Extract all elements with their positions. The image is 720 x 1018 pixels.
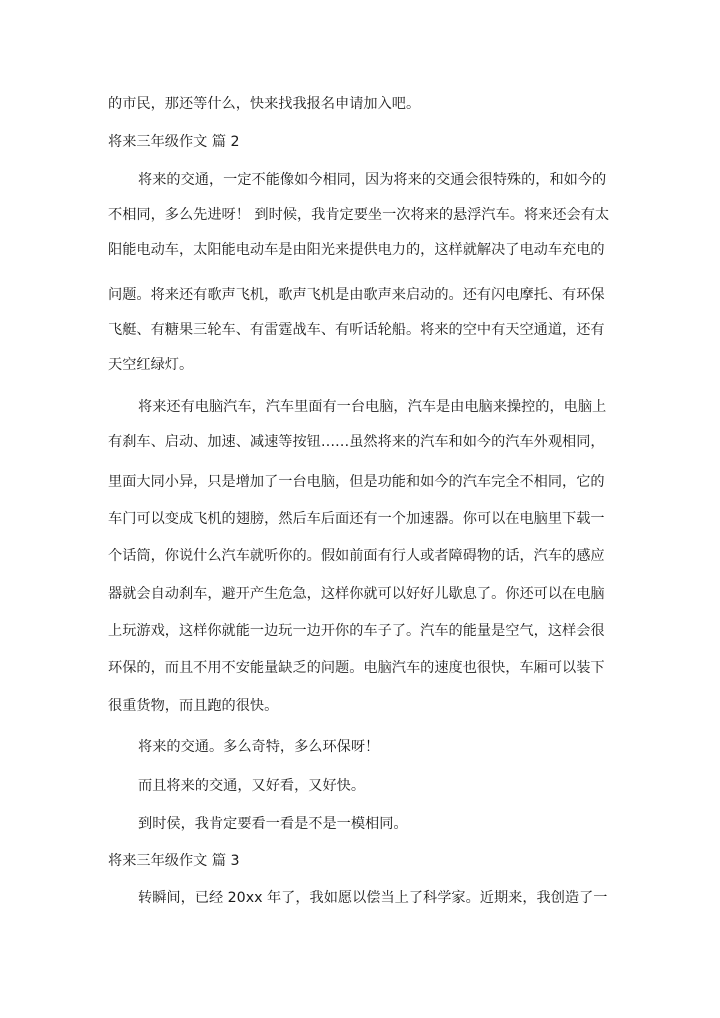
- paragraph-line: 转瞬间，已经 20xx 年了，我如愿以偿当上了科学家。近期来，我创造了一: [138, 890, 608, 906]
- paragraph-line: 天空红绿灯。: [108, 357, 194, 373]
- paragraph-line: 车门可以变成飞机的翅膀，然后车后面还有一个加速器。你可以在电脑里下载一: [108, 511, 605, 527]
- paragraph-line: 而且将来的交通，又好看，又好快。: [138, 778, 366, 794]
- paragraph-line: 上玩游戏，这样你就能一边玩一边开你的车子了。汽车的能量是空气，这样会很: [108, 623, 605, 639]
- paragraph-line: 里面大同小异，只是增加了一台电脑，但是功能和如今的汽车完全不相同，它的: [108, 474, 605, 490]
- section-heading: 将来三年级作文 篇 3: [108, 853, 240, 869]
- paragraph-line: 有刹车、启动、加速、减速等按钮……虽然将来的汽车和如今的汽车外观相同，: [108, 434, 605, 450]
- paragraph-line: 的市民，那还等什么，快来找我报名申请加入吧。: [108, 96, 421, 112]
- paragraph-line: 阳能电动车，太阳能电动车是由阳光来提供电力的，这样就解决了电动车充电的: [108, 242, 605, 258]
- paragraph-line: 将来的交通。多么奇特，多么环保呀！: [138, 739, 380, 755]
- paragraph-line: 飞艇、有糖果三轮车、有雷霆战车、有听话轮船。将来的空中有天空通道，还有: [108, 322, 605, 338]
- paragraph-line: 个话筒，你说什么汽车就听你的。假如前面有行人或者障碍物的话，汽车的感应: [108, 548, 605, 564]
- paragraph-line: 环保的，而且不用不安能量缺乏的问题。电脑汽车的速度也很快，车厢可以装下: [108, 660, 605, 676]
- paragraph-line: 将来还有电脑汽车，汽车里面有一台电脑，汽车是由电脑来操控的，电脑上: [138, 399, 607, 415]
- paragraph-line: 不相同，多么先进呀！ 到时候，我肯定要坐一次将来的悬浮汽车。将来还会有太: [108, 207, 610, 223]
- paragraph-line: 器就会自动刹车，避开产生危急，这样你就可以好好儿歇息了。你还可以在电脑: [108, 586, 605, 602]
- paragraph-line: 将来的交通，一定不能像如今相同，因为将来的交通会很特殊的，和如今的: [138, 172, 607, 188]
- section-heading: 将来三年级作文 篇 2: [108, 134, 240, 150]
- paragraph-line: 到时侯，我肯定要看一看是不是一模相同。: [138, 816, 408, 832]
- paragraph-line: 问题。将来还有歌声飞机，歌声飞机是由歌声来启动的。还有闪电摩托、有环保: [108, 287, 605, 303]
- paragraph-line: 很重货物，而且跑的很快。: [108, 698, 279, 714]
